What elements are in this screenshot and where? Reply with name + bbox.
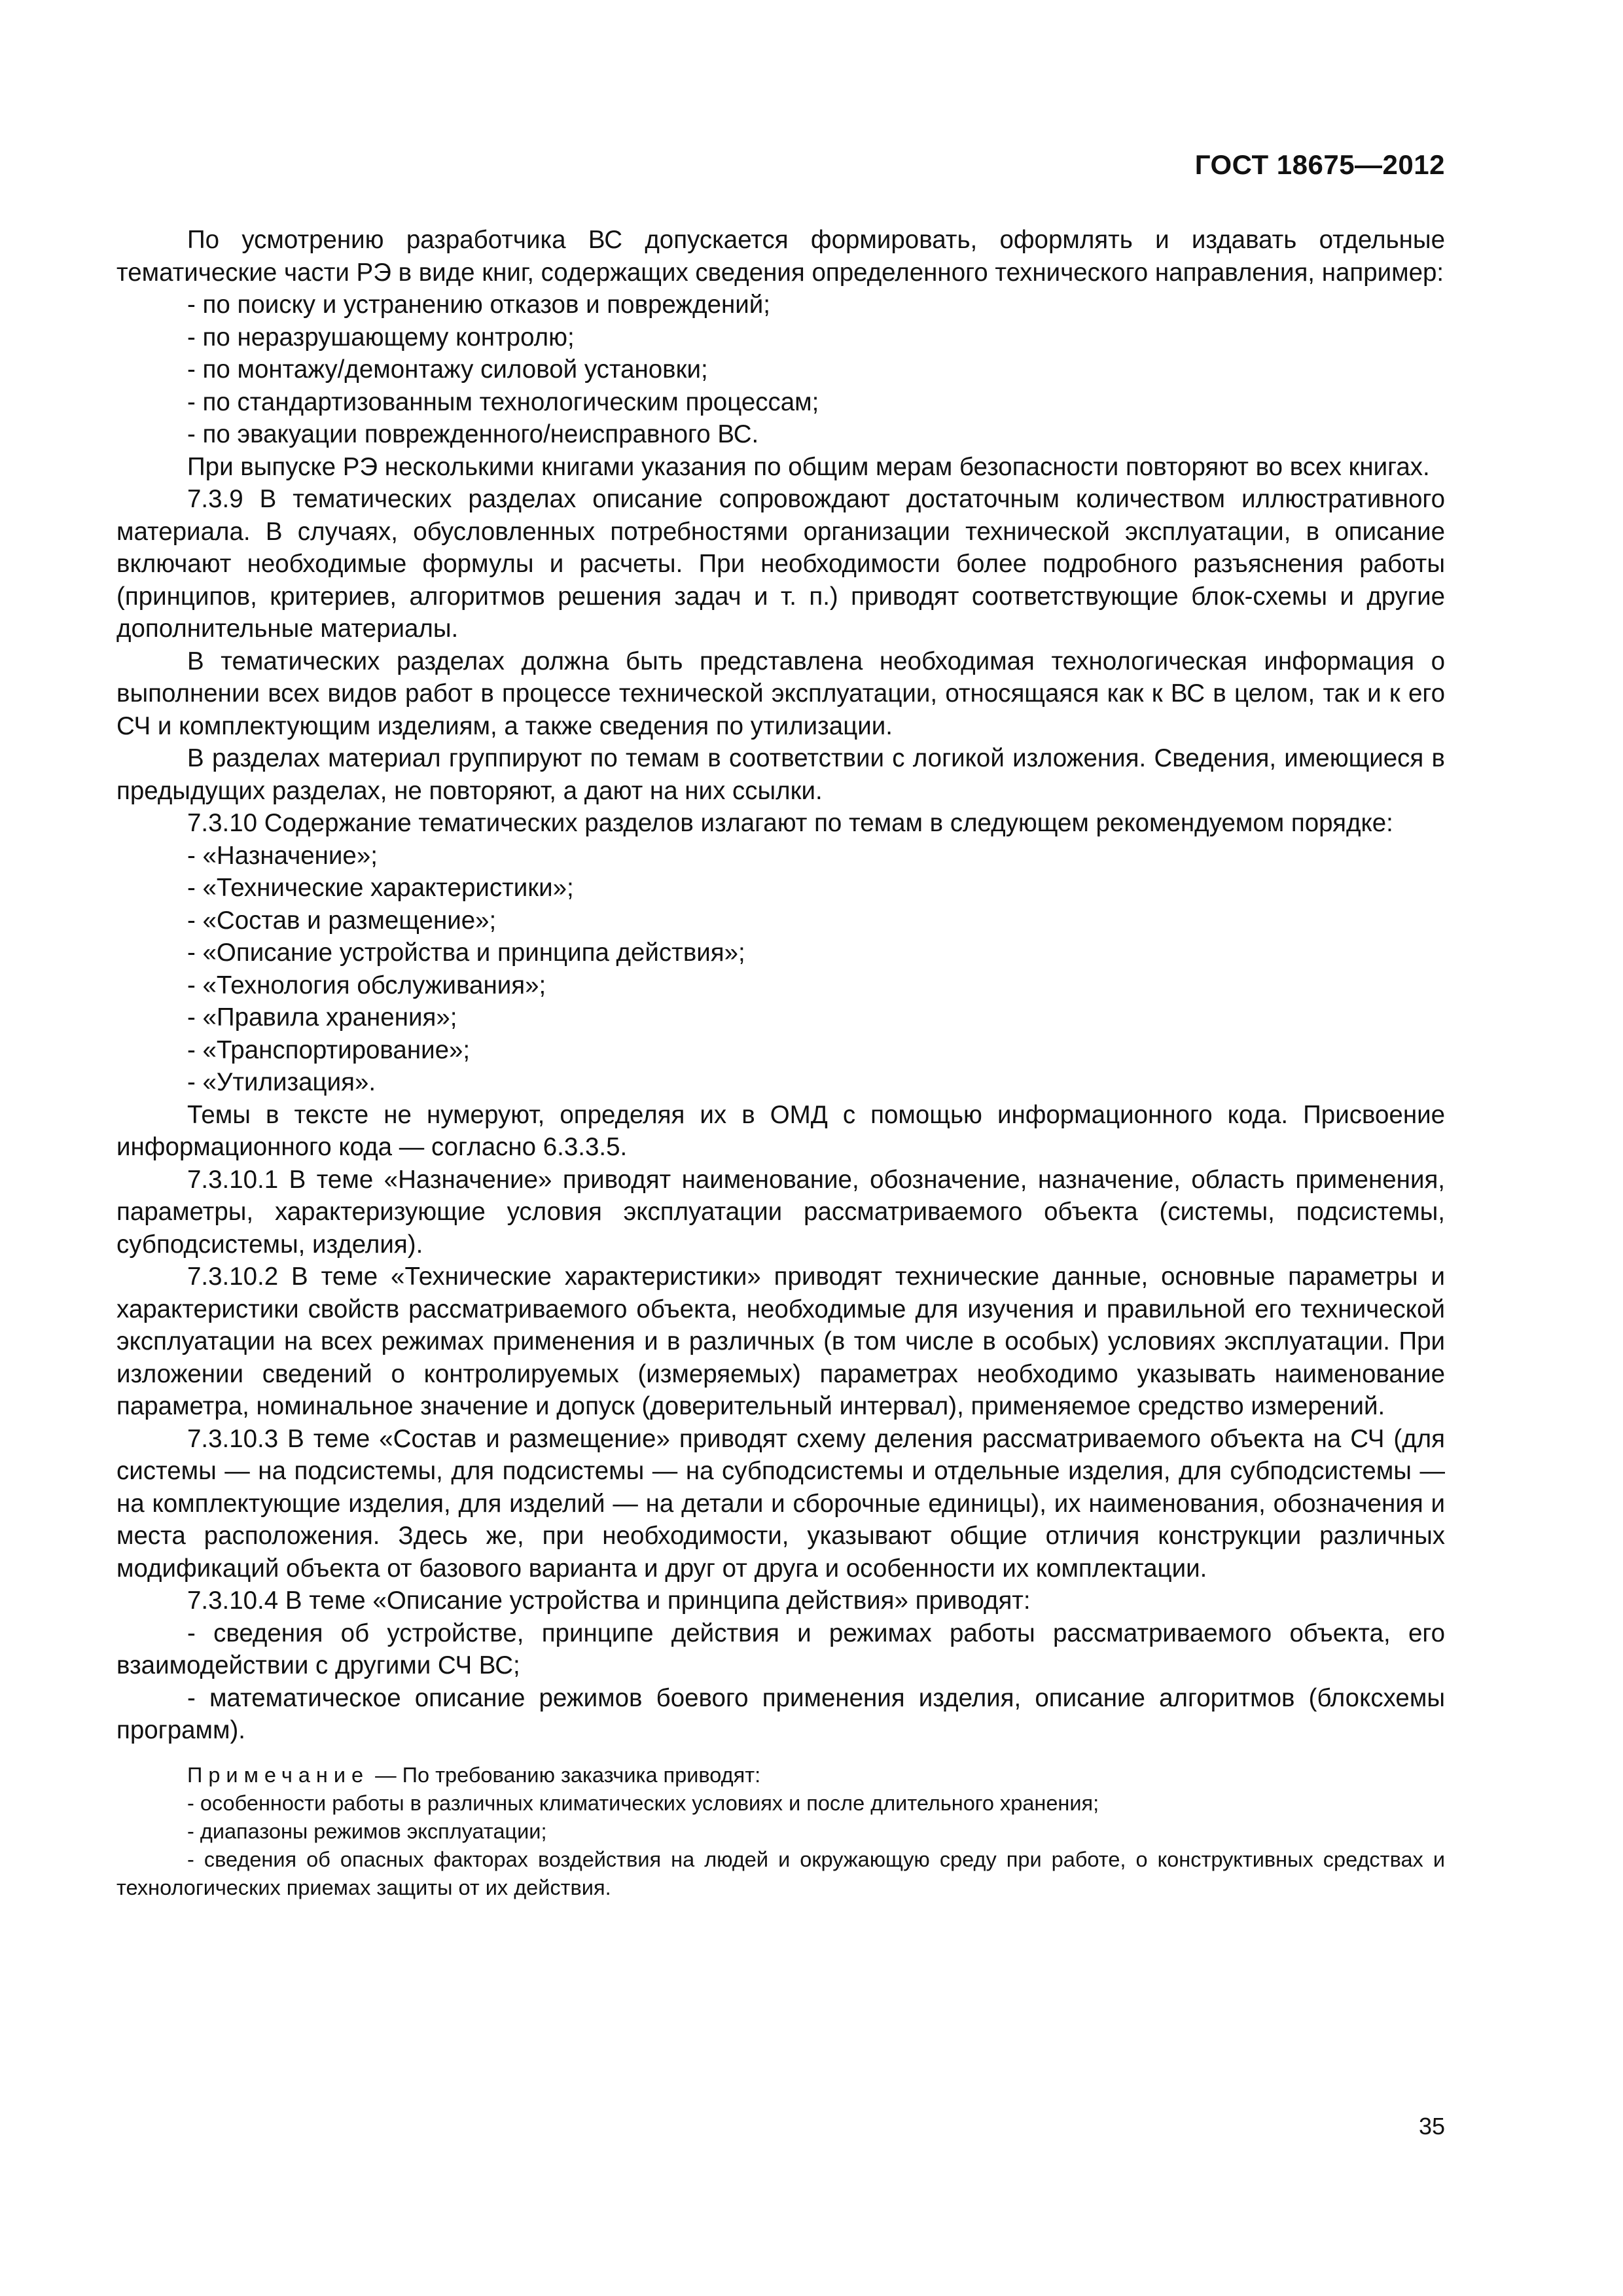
note-block	[116, 1761, 1445, 1902]
list-item: - «Описание устройства и принципа действия»;	[187, 939, 745, 967]
list-item: - «Назначение»;	[187, 841, 378, 870]
list-item: - по неразрушающему контролю;	[187, 323, 575, 351]
list-item: - по монтажу/демонтажу силовой установки;	[187, 355, 708, 384]
paragraph: - математическое описание режимов боевого применения изделия, описание алгоритмов (блоксхемы программ).	[116, 1683, 1445, 1744]
paragraph: 7.3.10.4 В теме «Описание устройства и принципа действия» приводят:	[187, 1587, 1031, 1615]
note-intro-text: — По требованию заказчика приводят:	[369, 1763, 761, 1787]
list-item: - «Состав и размещение»;	[187, 906, 497, 935]
note-list-item: - диапазоны режимов эксплуатации;	[187, 1819, 547, 1843]
page-number: 35	[1418, 2113, 1445, 2140]
note-list-item: - особенности работы в различных климатических условиях и после длительного хранения;	[187, 1791, 1099, 1815]
paragraph: 7.3.10.1 В теме «Назначение» приводят наименование, обозначение, назначение, область применения, параметры, характеризующие условия эксплуатации рассматриваемого объекта (системы, подсистемы, субподсистемы, изделия).	[116, 1165, 1445, 1259]
paragraph: 7.3.10 Содержание тематических разделов излагают по темам в следующем рекомендуемом порядке:	[187, 809, 1393, 837]
paragraph: 7.3.10.2 В теме «Технические характеристики» приводят технические данные, основные параметры и характеристики свойств рассматриваемого объекта, необходимые для изучения и правильной его технической эксплуатации на всех режимах применения и в различных (в том числе в особых) условиях эксплуатации. При изложении сведений о контролируемых (измеряемых) параметрах необходимо указывать наименование параметра, номинальное значение и допуск (доверительный интервал), применяемое средство измерений.	[116, 1263, 1445, 1420]
list-item: - «Правила хранения»;	[187, 1003, 457, 1031]
list-item: - по эвакуации поврежденного/неисправного ВС.	[187, 420, 759, 448]
list-item: - «Технология обслуживания»;	[187, 971, 546, 999]
paragraph: При выпуске РЭ несколькими книгами указания по общим мерам безопасности повторяют во всех книгах.	[187, 452, 1430, 481]
list-item: - «Транспортирование»;	[187, 1035, 471, 1064]
note-intro	[116, 1761, 1445, 1789]
note-label: Примечание	[187, 1763, 370, 1787]
paragraph: 7.3.10.3 В теме «Состав и размещение» приводят схему деления рассматриваемого объекта на СЧ (для системы — на подсистемы, для подсистемы — на субподсистемы и отдельные изделия, для субподсистемы — на комплектующие изделия, для изделий — на детали и сборочные единицы), их наименования, обозначения и места расположения. Здесь же, при необходимости, указывают общие отличия конструкции различных модификаций объекта от базового варианта и друг от друга и особенности их комплектации.	[116, 1424, 1445, 1583]
list-item: - по стандартизованным технологическим процессам;	[187, 387, 819, 416]
standard-designation: ГОСТ 18675—2012	[1194, 149, 1445, 180]
note-item-list	[116, 1789, 1445, 1902]
paragraph: В тематических разделах должна быть представлена необходимая технологическая информация о выполнении всех видов работ в процессе технической эксплуатации, относящаяся как к ВС в целом, так и к его СЧ и комплектующим изделиям, а также сведения по утилизации.	[116, 647, 1445, 740]
paragraph-list	[116, 224, 1445, 1747]
paragraph: - сведения об устройстве, принципе действия и режимах работы рассматриваемого объекта, его взаимодействии с другими СЧ ВС;	[116, 1619, 1445, 1679]
paragraph: По усмотрению разработчика ВС допускается формировать, оформлять и издавать отдельные тематические части РЭ в виде книг, содержащих сведения определенного технического направления, например:	[116, 226, 1445, 287]
list-item: - по поиску и устранению отказов и повреждений;	[187, 291, 771, 319]
paragraph: В разделах материал группируют по темам в соответствии с логикой изложения. Сведения, имеющиеся в предыдущих разделах, не повторяют, а дают на них ссылки.	[116, 744, 1445, 805]
list-item: - «Утилизация».	[187, 1068, 376, 1096]
paragraph: Темы в тексте не нумеруют, определяя их в ОМД с помощью информационного кода. Присвоение информационного кода — согласно 6.3.3.5.	[116, 1100, 1445, 1161]
main-text	[116, 224, 1445, 1902]
list-item: - «Технические характеристики»;	[187, 874, 574, 902]
note-list-item: - сведения об опасных факторах воздействия на людей и окружающую среду при работе, о конструктивных средствах и технологических приемах защиты от их действия.	[116, 1847, 1445, 1899]
paragraph: 7.3.9 В тематических разделах описание сопровождают достаточным количеством иллюстративного материала. В случаях, обусловленных потребностями организации технической эксплуатации, в описание включают необходимые формулы и расчеты. При необходимости более подробного разъяснения работы (принципов, критериев, алгоритмов решения задач и т. п.) приводят соответствующие блок-схемы и другие дополнительные материалы.	[116, 485, 1445, 643]
